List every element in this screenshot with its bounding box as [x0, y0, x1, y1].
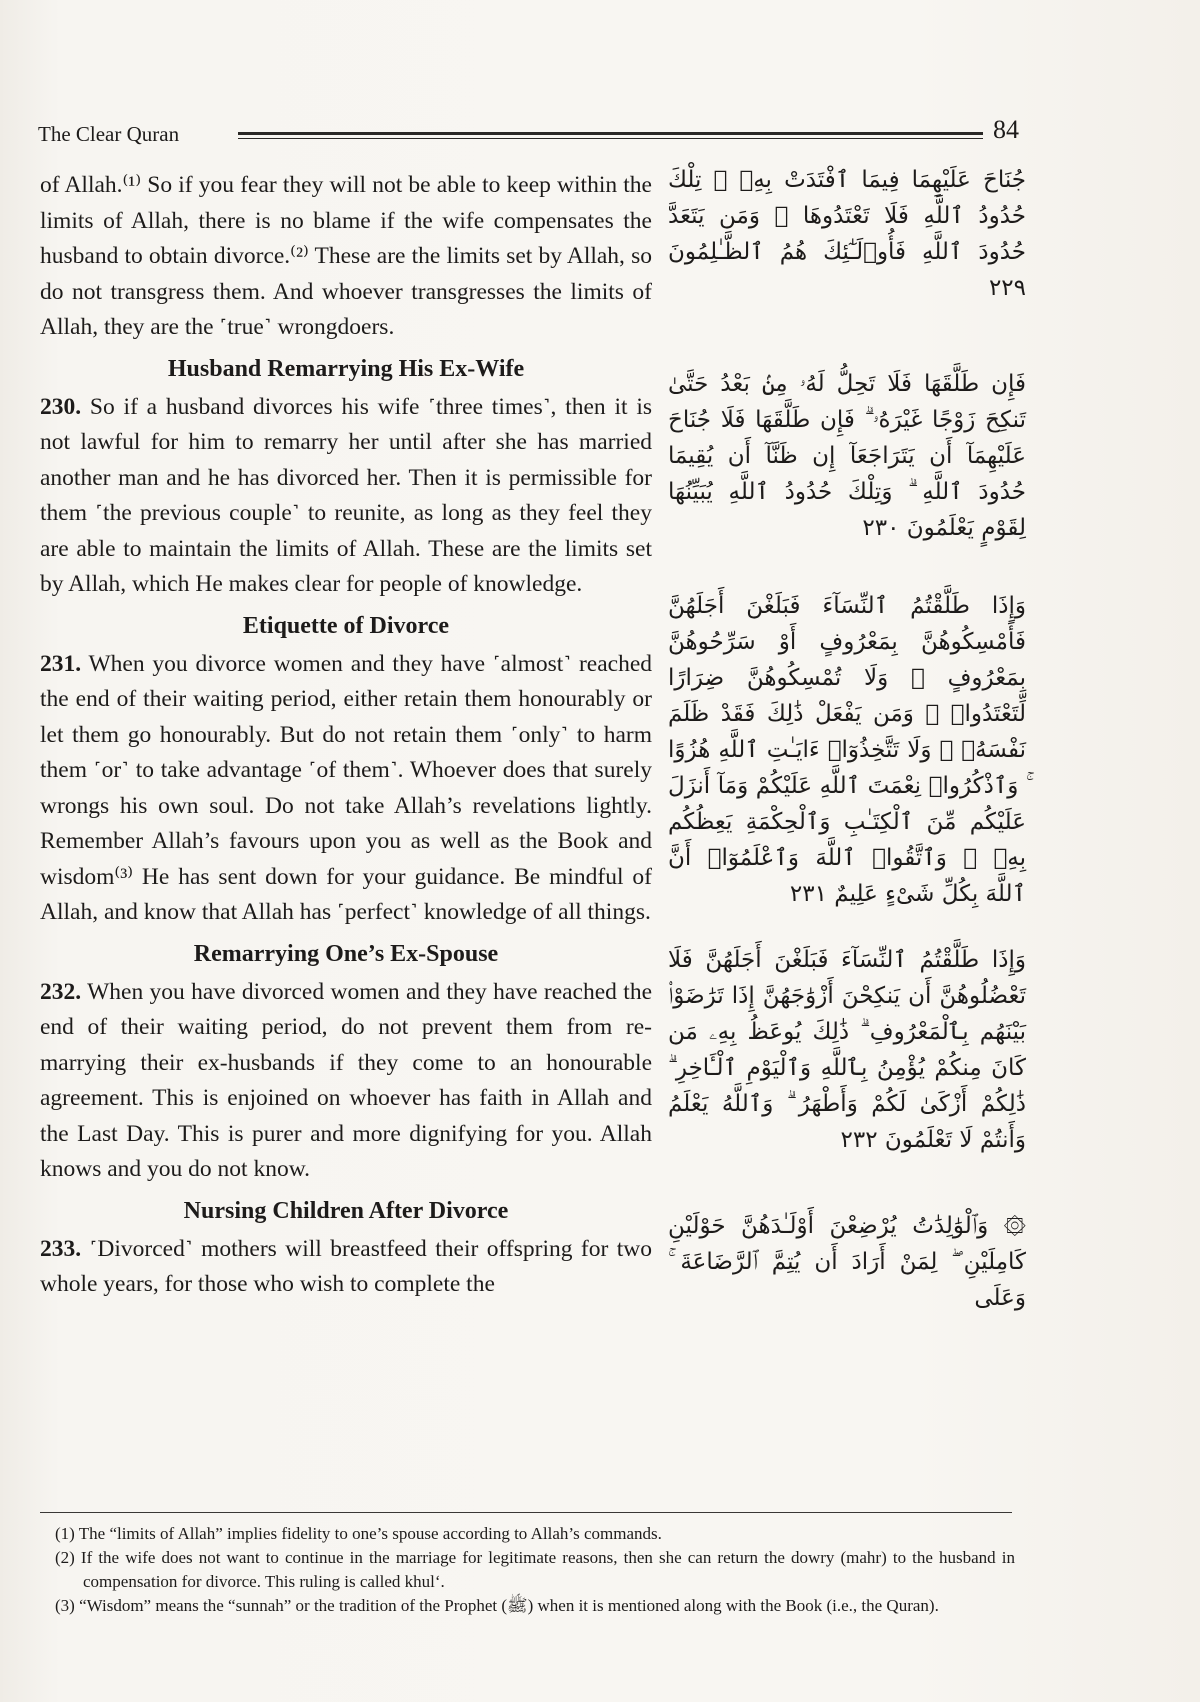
verse-number: 233. [40, 1235, 82, 1262]
section-heading: Nursing Children After Divorce [183, 1197, 509, 1224]
translation-column [40, 168, 652, 1303]
verse-text: When you have divorced women and they have reached the end of their waiting period, do not prevent them from re-marrying their ex-husbands if they come to an honourable agreement. This is enjoined on whoever has faith in Allah and the Last Day. This is purer and more dignifying for you. Allah knows and you do not know. [40, 978, 652, 1182]
arabic-verse-229: جُنَاحَ عَلَيْهِمَا فِيمَا ٱفْتَدَتْ بِهِۦ ۗ تِلْكَ حُدُودُ ٱللَّهِ فَلَا تَعْتَدُوهَا ۚ وَمَن يَتَعَدَّ حُدُودَ ٱللَّهِ فَأُو۟لَـٰٓئِكَ هُمُ ٱلظَّـٰلِمُونَ ٢٢٩ [668, 167, 1026, 301]
verse-232 [40, 975, 652, 1188]
arabic-verse-230: فَإِن طَلَّقَهَا فَلَا تَحِلُّ لَهُۥ مِنۢ بَعْدُ حَتَّىٰ تَنكِحَ زَوْجًا غَيْرَهُۥ ۗ فَإِن طَلَّقَهَا فَلَا جُنَاحَ عَلَيْهِمَآ أَن يَتَرَاجَعَآ إِن ظَنَّآ أَن يُقِيمَا حُدُودَ ٱللَّهِ ۗ وَتِلْكَ حُدُودُ ٱللَّهِ يُبَيِّنُهَا لِقَوْمٍ يَعْلَمُونَ ٢٣٠ [668, 371, 1026, 541]
book-title: The Clear Quran [38, 122, 180, 146]
verse-text: When you divorce women and they have ˹almost˺ reached the end of their waiting period, either retain them honourably or let them go honourably. But do not retain them ˹only˺ to harm them ˹or˺ to take advantage ˹of them˺. Whoever does that surely wrongs his own soul. Do not take Allah’s revelations lightly. Remember Allah’s favours upon you as well as the Book and wisdom⁽³⁾ He has sent down for your guidance. Be mindful of Allah, and know that Allah has ˹perfect˺ knowledge of all things. [40, 650, 652, 925]
header-rule [238, 132, 983, 135]
arabic-verse-232: وَإِذَا طَلَّقْتُمُ ٱلنِّسَآءَ فَبَلَغْنَ أَجَلَهُنَّ فَلَا تَعْضُلُوهُنَّ أَن يَنكِحْنَ أَزْوَٰجَهُنَّ إِذَا تَرَٰضَوْا۟ بَيْنَهُم بِٱلْمَعْرُوفِ ۗ ذَٰلِكَ يُوعَظُ بِهِۦ مَن كَانَ مِنكُمْ يُؤْمِنُ بِٱللَّهِ وَٱلْيَوْمِ ٱلْـَٔاخِرِ ۗ ذَٰلِكُمْ أَزْكَىٰ لَكُمْ وَأَطْهَرُ ۗ وَٱللَّهُ يَعْلَمُ وَأَنتُمْ لَا تَعْلَمُونَ ٢٣٢ [668, 947, 1026, 1153]
page-header [38, 112, 1038, 152]
translation-paragraph-229: of Allah.⁽¹⁾ So if you fear they will not be able to keep within the limits of Allah, there is no blame if the wife compensates the husband to obtain divorce.⁽²⁾ These are the limits set by Allah, so do not transgress them. And whoever transgresses the limits of Allah, they are the ˹true˺ wrongdoers. [40, 172, 652, 340]
page-number: 84 [993, 115, 1019, 144]
footnote-2: (2) If the wife does not want to continue in the marriage for legitimate reasons, then she can return the dowry (mahr) to the husband in compensation for divorce. This ruling is called khul‘. [55, 1548, 1015, 1591]
footnotes [55, 1522, 1015, 1618]
verse-text: So if a husband divorces his wife ˹three times˺, then it is not lawful for him to remarry her until after she has married another man and he has divorced her. Then it is permissible for them ˹the previous couple˺ to reunite, as long as they feel they are able to maintain the limits of Allah. These are the limits set by Allah, which He makes clear for people of knowledge. [40, 393, 652, 597]
section-heading: Husband Remarrying His Ex-Wife [167, 355, 525, 382]
footnote-1: (1) The “limits of Allah” implies fidelity to one’s spouse according to Allah’s commands. [55, 1524, 662, 1543]
verse-number: 232. [40, 978, 82, 1005]
section-heading: Etiquette of Divorce [242, 612, 450, 639]
verse-230 [40, 390, 652, 603]
arabic-verse-231: وَإِذَا طَلَّقْتُمُ ٱلنِّسَآءَ فَبَلَغْنَ أَجَلَهُنَّ فَأَمْسِكُوهُنَّ بِمَعْرُوفٍ أَوْ سَرِّحُوهُنَّ بِمَعْرُوفٍ ۚ وَلَا تُمْسِكُوهُنَّ ضِرَارًا لِّتَعْتَدُوا۟ ۚ وَمَن يَفْعَلْ ذَٰلِكَ فَقَدْ ظَلَمَ نَفْسَهُۥ ۚ وَلَا تَتَّخِذُوٓا۟ ءَايَـٰتِ ٱللَّهِ هُزُوًا ۚ وَٱذْكُرُوا۟ نِعْمَتَ ٱللَّهِ عَلَيْكُمْ وَمَآ أَنزَلَ عَلَيْكُم مِّنَ ٱلْكِتَـٰبِ وَٱلْحِكْمَةِ يَعِظُكُم بِهِۦ ۚ وَٱتَّقُوا۟ ٱللَّهَ وَٱعْلَمُوٓا۟ أَنَّ ٱللَّهَ بِكُلِّ شَىْءٍ عَلِيمٌ ٢٣١ [668, 593, 1026, 907]
section-heading: Remarrying One’s Ex-Spouse [193, 940, 499, 967]
verse-231 [40, 647, 652, 931]
arabic-column [668, 162, 1026, 1316]
verse-number: 230. [40, 393, 82, 420]
header-rule-thin [238, 138, 983, 139]
verse-number: 231. [40, 650, 82, 677]
footnote-3: (3) “Wisdom” means the “sunnah” or the tradition of the Prophet (ﷺ) when it is mentioned along with the Book (i.e., the Quran). [55, 1596, 939, 1615]
verse-text: ˹Divorced˺ mothers will breastfeed their offspring for two whole years, for those who wish to complete the [40, 1235, 652, 1297]
verse-233 [40, 1232, 652, 1303]
footnote-divider [40, 1512, 1012, 1513]
arabic-verse-233: ۞ وَٱلْوَٰلِدَٰتُ يُرْضِعْنَ أَوْلَـٰدَهُنَّ حَوْلَيْنِ كَامِلَيْنِ ۖ لِمَنْ أَرَادَ أَن يُتِمَّ ٱلرَّضَاعَةَ ۚ وَعَلَى [668, 1213, 1026, 1311]
